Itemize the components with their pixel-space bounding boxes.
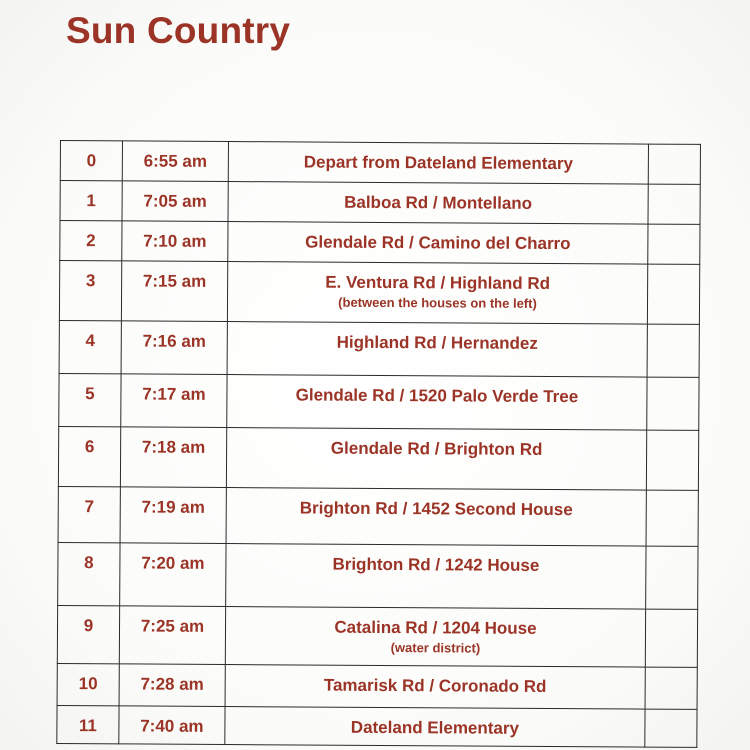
stop-location: Dateland Elementary (350, 717, 520, 738)
check-cell (645, 609, 697, 667)
stop-time: 7:17 am (121, 374, 227, 428)
check-cell (647, 324, 699, 377)
stop-time: 7:25 am (119, 606, 225, 665)
table-row (58, 542, 698, 609)
stop-time: 6:55 am (122, 141, 228, 182)
table-row (59, 373, 699, 430)
stop-number: 3 (59, 261, 121, 321)
stop-location-cell (228, 222, 648, 265)
stop-time: 7:10 am (122, 221, 228, 262)
stop-time: 7:16 am (121, 321, 227, 375)
table-row (59, 320, 699, 377)
check-cell (647, 377, 699, 430)
stop-location-cell (225, 707, 645, 748)
stop-location: Glendale Rd / Camino del Charro (305, 232, 571, 254)
stop-note: (water district) (390, 640, 481, 656)
stop-number: 4 (59, 320, 121, 373)
stop-number: 8 (58, 542, 120, 605)
stop-location-cell (226, 488, 646, 547)
check-cell (645, 667, 697, 709)
stop-location-cell (225, 607, 645, 668)
stop-time: 7:18 am (120, 427, 226, 488)
stop-time: 7:05 am (122, 181, 228, 222)
stop-number: 11 (57, 705, 119, 743)
check-cell (648, 224, 700, 264)
check-cell (648, 144, 700, 184)
stop-note: (between the houses on the left) (338, 294, 537, 311)
stop-location: Highland Rd / Hernandez (336, 332, 538, 353)
table-row (60, 181, 700, 225)
stop-number: 0 (60, 141, 122, 181)
stop-time: 7:20 am (120, 543, 226, 607)
stop-location: Glendale Rd / 1520 Palo Verde Tree (295, 385, 579, 407)
table-row (58, 486, 698, 546)
stop-number: 6 (58, 426, 120, 486)
stop-location: Tamarisk Rd / Coronado Rd (323, 675, 547, 696)
stop-number: 2 (60, 221, 122, 261)
check-cell (646, 490, 698, 546)
table-row (57, 605, 697, 667)
stop-location-cell (227, 322, 647, 378)
page-title: Sun Country (66, 10, 291, 51)
stop-location-cell (228, 142, 648, 185)
stop-location: Brighton Rd / 1452 Second House (299, 498, 573, 520)
stop-location: Brighton Rd / 1242 House (332, 554, 540, 575)
stop-location: E. Ventura Rd / Highland Rd (325, 272, 551, 293)
stop-location: Depart from Dateland Elementary (303, 152, 574, 174)
stop-number: 5 (59, 373, 121, 426)
stop-time: 7:40 am (119, 706, 225, 745)
check-cell (646, 430, 698, 490)
stop-location-cell (225, 665, 645, 710)
stop-time: 7:28 am (119, 664, 225, 707)
check-cell (647, 264, 699, 324)
stop-number: 1 (60, 181, 122, 221)
stop-time: 7:15 am (121, 261, 227, 322)
stop-time: 7:19 am (120, 487, 226, 544)
stop-number: 7 (58, 486, 120, 542)
stop-number: 9 (57, 605, 119, 663)
stop-location-cell (226, 428, 646, 491)
stop-location: Balboa Rd / Montellano (344, 192, 533, 213)
table-row (60, 141, 700, 185)
stop-number: 10 (57, 663, 119, 705)
stop-location-cell (227, 262, 647, 325)
check-cell (646, 546, 698, 609)
table-row (57, 663, 697, 709)
bus-route-table (56, 140, 701, 748)
stop-location-cell (227, 375, 647, 431)
table-row (57, 705, 697, 747)
table-row (59, 261, 699, 325)
check-cell (645, 709, 697, 747)
table-row (60, 221, 700, 265)
table-row (58, 426, 698, 490)
stop-location: Glendale Rd / Brighton Rd (330, 438, 543, 459)
route-table-body (57, 141, 701, 748)
check-cell (648, 184, 700, 224)
stop-location-cell (228, 182, 648, 225)
stop-location-cell (226, 544, 646, 610)
stop-location: Catalina Rd / 1204 House (334, 617, 537, 638)
